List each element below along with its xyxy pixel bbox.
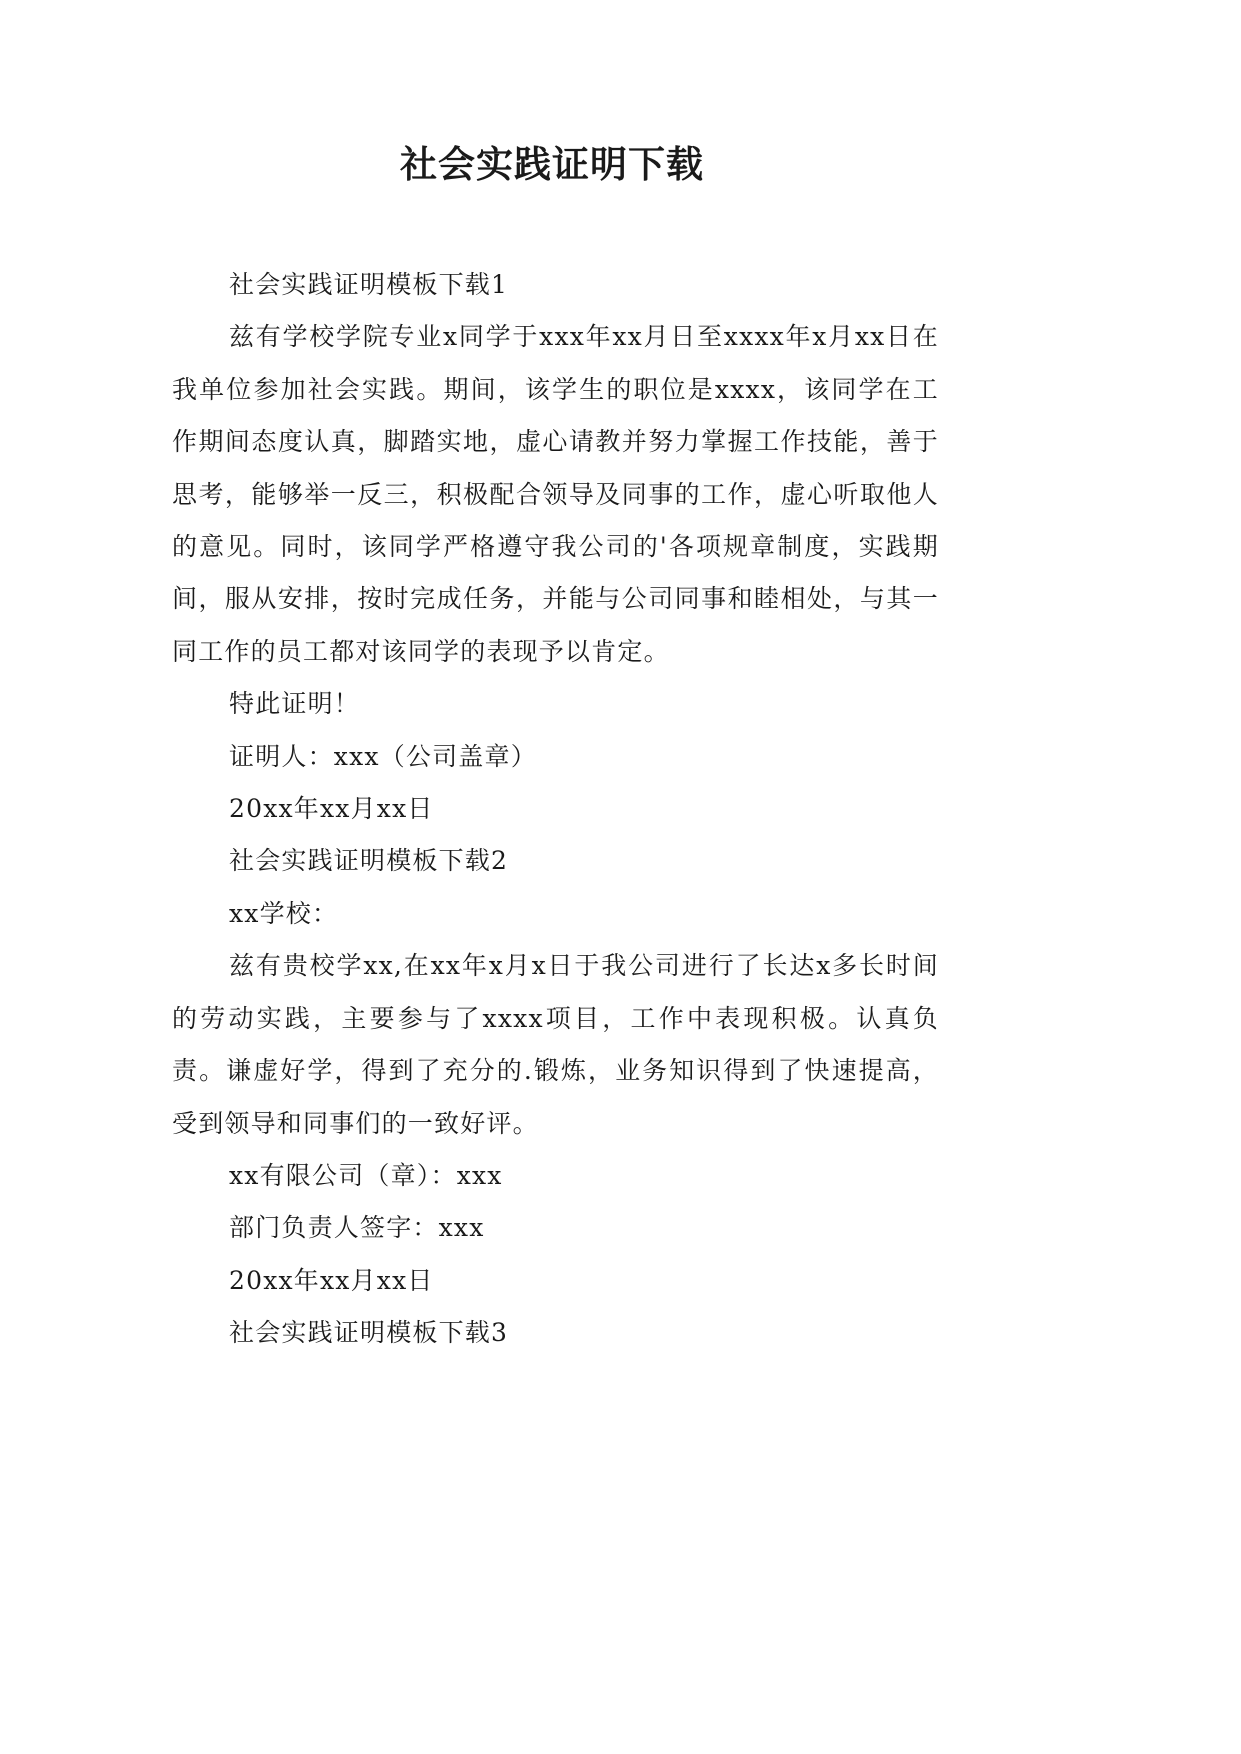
section-heading-1: 社会实践证明模板下载1: [229, 270, 509, 299]
company-seal-line: xx有限公司（章）：xxx: [229, 1160, 503, 1190]
date-line-1: 20xx年xx月xx日: [229, 794, 434, 824]
section-heading-2: 社会实践证明模板下载2: [229, 846, 509, 876]
department-signature-line: 部门负责人签字：xxx: [229, 1213, 485, 1243]
body-paragraph-2: 兹有贵校学xx,在xx年x月x日于我公司进行了长达x多长时间的劳动实践，主要参与了xxxx项目，工作中表现积极。认真负责。谦虚好学，得到了充分的.锻炼，业务知识得到了快速提高，受到领导和同事们的一致好评。: [172, 951, 939, 1138]
document-body: [172, 259, 939, 1360]
document-title: 社会实践证明下载: [400, 143, 704, 186]
section-heading-3: 社会实践证明模板下载3: [229, 1318, 509, 1348]
body-paragraph-1: 兹有学校学院专业x同学于xxx年xx月日至xxxx年x月xx日在我单位参加社会实践。期间，该学生的职位是xxxx，该同学在工作期间态度认真，脚踏实地，虚心请教并努力掌握工作技能，善于思考，能够举一反三，积极配合领导及同事的工作，虚心听取他人的意见。同时，该同学严格遵守我公司的'各项规章制度，实践期间，服从安排，按时完成任务，并能与公司同事和睦相处，与其一同工作的员工都对该同学的表现予以肯定。: [172, 322, 939, 666]
certifier-line: 证明人：xxx（公司盖章）: [229, 741, 537, 771]
salutation: xx学校：: [229, 898, 339, 928]
date-line-2: 20xx年xx月xx日: [229, 1265, 434, 1295]
certification-statement: 特此证明！: [229, 689, 361, 719]
